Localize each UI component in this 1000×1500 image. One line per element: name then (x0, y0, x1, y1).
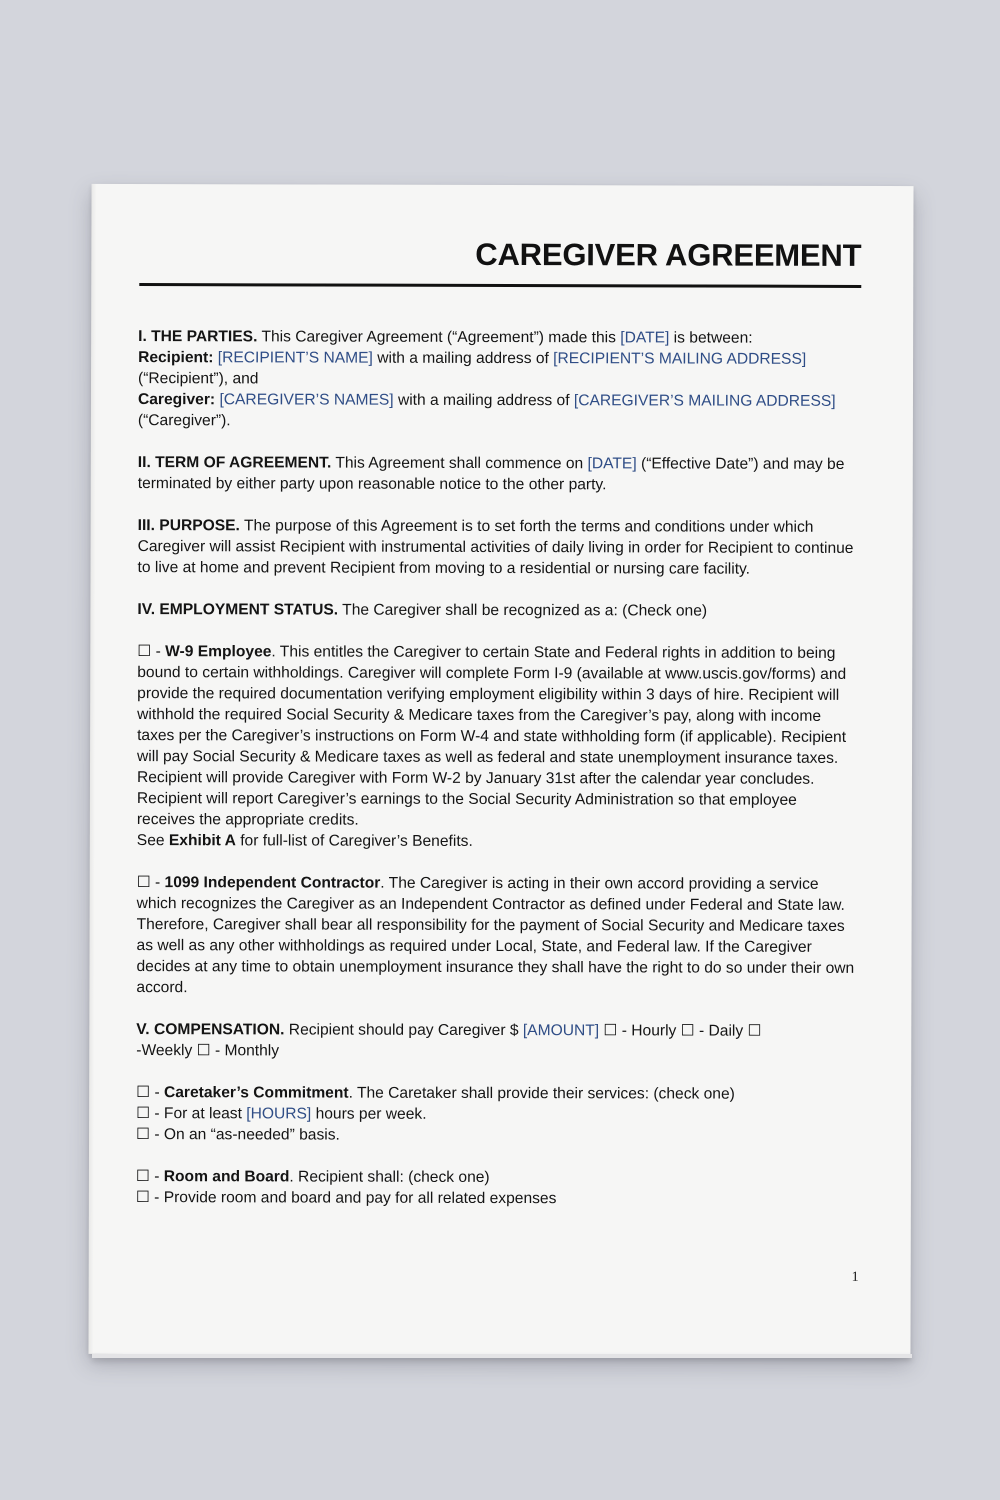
body-text: (“Effective Date”) and may be terminated by either party upon reasonable notice to the other party. (137, 455, 845, 494)
body-text: The Caregiver shall be recognized as a: (Check one) (338, 601, 708, 620)
body-text: - On an “as-needed” basis. (150, 1126, 340, 1144)
hours-field[interactable]: [HOURS] (246, 1105, 312, 1123)
exhibit-reference: Exhibit A (168, 832, 236, 850)
body-text: for full-list of Caregiver’s Benefits. (235, 832, 473, 850)
section-term (138, 452, 860, 496)
document-body (136, 326, 860, 1210)
body-text: The purpose of this Agreement is to set forth the terms and conditions under which Caregiver will assist Recipient with instrumental activities of daily living in order for Recipient to continue to live at home and prevent Recipient from moving to a residential or nursing care facility. (137, 517, 854, 578)
body-text: This Agreement shall commence on (331, 454, 588, 473)
section-employment-status (137, 599, 859, 622)
body-text: Recipient should pay Caregiver $ (284, 1021, 523, 1040)
effective-date-field[interactable]: [DATE] (587, 455, 637, 473)
section-heading: V. COMPENSATION. (136, 1021, 285, 1039)
date-field[interactable]: [DATE] (620, 329, 670, 347)
section-compensation (136, 1019, 858, 1063)
section-heading: II. TERM OF AGREEMENT. (137, 454, 332, 472)
caregiver-names-field[interactable]: [CAREGIVER’S NAMES] (219, 391, 394, 409)
option-label: Caretaker’s Commitment (163, 1084, 349, 1102)
hourly-label: - Hourly (617, 1022, 681, 1040)
commitment-checkbox[interactable]: ☐ (136, 1084, 151, 1102)
section-heading: III. PURPOSE. (137, 517, 240, 535)
body-text: . The Caretaker shall provide their services: (check one) (348, 1084, 735, 1103)
body-text: . This entitles the Caregiver to certain State and Federal rights in addition to being bound to certain withholdings. Caregiver will complete Form I-9 (available at www.uscis.gov/forms) and provide the required documentation verifying employment eligibility within 3 days of hire. Recipient will withhold the required Social Security & Medicare taxes from the Caregiver’s pay, along with income taxes per the Caregiver’s instructions on Form W-4 and state withholding form (if applicable). Recipient will pay Social Security & Medicare taxes as well as federal and state unemployment insurance taxes. Recipient will provide Caregiver with Form W-2 by January 31st after the calendar year concludes. Recipient will report Caregiver’s earnings to the Social Security Administration so that employee receives the appropriate credits. (136, 643, 847, 829)
section-heading: I. THE PARTIES. (138, 328, 258, 346)
recipient-address-field[interactable]: [RECIPIENT’S MAILING ADDRESS] (553, 350, 807, 368)
recipient-name-field[interactable]: [RECIPIENT’S NAME] (217, 349, 373, 367)
body-text: with a mailing address of (393, 391, 574, 410)
option-label: Room and Board (163, 1168, 290, 1186)
option-1099-contractor: ☐ - 1099 Independent Contractor. The Caregiver is acting in their own accord providing a service which recognizes the Caregiver as an Independent Contractor as defined under Federal and State law. Therefore, Caregiver shall bear all responsibility for the payment of Social Security and Medicare taxes as well as any other withholdings as required under Local, State, and Federal law. If the Caregiver decides at any time to obtain unemployment insurance they shall have the right to do so under their own accord. (136, 874, 855, 997)
weekly-label: -Weekly (136, 1042, 197, 1060)
w9-checkbox[interactable]: ☐ (137, 643, 152, 661)
amount-field[interactable]: [AMOUNT] (522, 1022, 600, 1040)
1099-checkbox[interactable]: ☐ (136, 874, 151, 892)
monthly-checkbox[interactable]: ☐ (196, 1042, 211, 1060)
option-label: W-9 Employee (165, 643, 272, 661)
weekly-checkbox[interactable]: ☐ (747, 1022, 762, 1040)
body-text: - Provide room and board and pay for all related expenses (149, 1189, 557, 1208)
caregiver-label: Caregiver: (137, 391, 216, 409)
daily-label: - Daily (694, 1022, 748, 1040)
body-text: with a mailing address of (372, 349, 554, 368)
body-text: See (136, 832, 169, 850)
option-label: 1099 Independent Contractor (164, 874, 381, 892)
caregiver-address-field[interactable]: [CAREGIVER’S MAILING ADDRESS] (573, 392, 836, 410)
section-parties (138, 326, 860, 433)
atleast-checkbox[interactable]: ☐ (136, 1105, 151, 1123)
page-number: 1 (851, 1269, 859, 1285)
asneeded-checkbox[interactable]: ☐ (136, 1126, 151, 1144)
option-w9-employee: ☐ - W-9 Employee. This entitles the Caregiver to certain State and Federal rights in addition to being bound to certain withholdings. Caregiver will complete Form I-9 (available at www.uscis.gov/forms) and provide the required documentation verifying employment eligibility within 3 days of hire. Recipient will withhold the required Social Security & Medicare taxes from the Caregiver’s pay, along with income taxes per the Caregiver’s instructions on Form W-4 and state withholding form (if applicable). Recipient will pay Social Security & Medicare taxes as well as federal and state unemployment insurance taxes. Recipient will provide Caregiver with Form W-2 by January 31st after the calendar year concludes. Recipient will report Caregiver’s earnings to the Social Security Administration so that employee receives the appropriate credits. See Exhibit A for full-list of Caregiver’s Benefits. (136, 643, 847, 850)
room-and-board: ☐ - Room and Board. Recipient shall: (check one) ☐ - Provide room and board and pay for all related expenses (135, 1168, 557, 1208)
room-option-checkbox[interactable]: ☐ (135, 1189, 150, 1207)
body-text: is between: (669, 329, 753, 347)
body-text: (“Recipient”), and (138, 370, 259, 388)
body-text: (“Caregiver”). (137, 412, 231, 430)
page-stack-edge (92, 1354, 912, 1358)
section-purpose (138, 515, 860, 580)
document-page (88, 184, 913, 1356)
room-checkbox[interactable]: ☐ (135, 1168, 150, 1186)
body-text: . The Caregiver is acting in their own accord providing a service which recognizes the Caregiver as an Independent Contractor as defined under Federal and State law. Therefore, Caregiver shall bear all responsibility for the payment of Social Security and Medicare taxes as well as any other withholdings as required under Local, State, and Federal law. If the Caregiver decides at any time to obtain unemployment insurance they shall have the right to do so under their own accord. (136, 874, 855, 997)
body-text: . Recipient shall: (check one) (289, 1168, 490, 1186)
hourly-checkbox[interactable]: ☐ (603, 1022, 618, 1040)
document-title: CAREGIVER AGREEMENT (475, 236, 862, 273)
body-text: hours per week. (311, 1105, 427, 1123)
caretaker-commitment: ☐ - Caretaker’s Commitment. The Caretaker shall provide their services: (check one) ☐ - For at least [HOURS] hours per week. ☐ - On an “as-needed” basis. (136, 1084, 735, 1144)
recipient-label: Recipient: (138, 349, 214, 367)
body-text: - For at least (150, 1105, 247, 1123)
monthly-label: - Monthly (210, 1042, 280, 1060)
section-heading: IV. EMPLOYMENT STATUS. (137, 601, 339, 619)
daily-checkbox[interactable]: ☐ (680, 1022, 695, 1040)
title-divider (139, 283, 861, 288)
body-text: This Caregiver Agreement (“Agreement”) made this (257, 328, 621, 347)
